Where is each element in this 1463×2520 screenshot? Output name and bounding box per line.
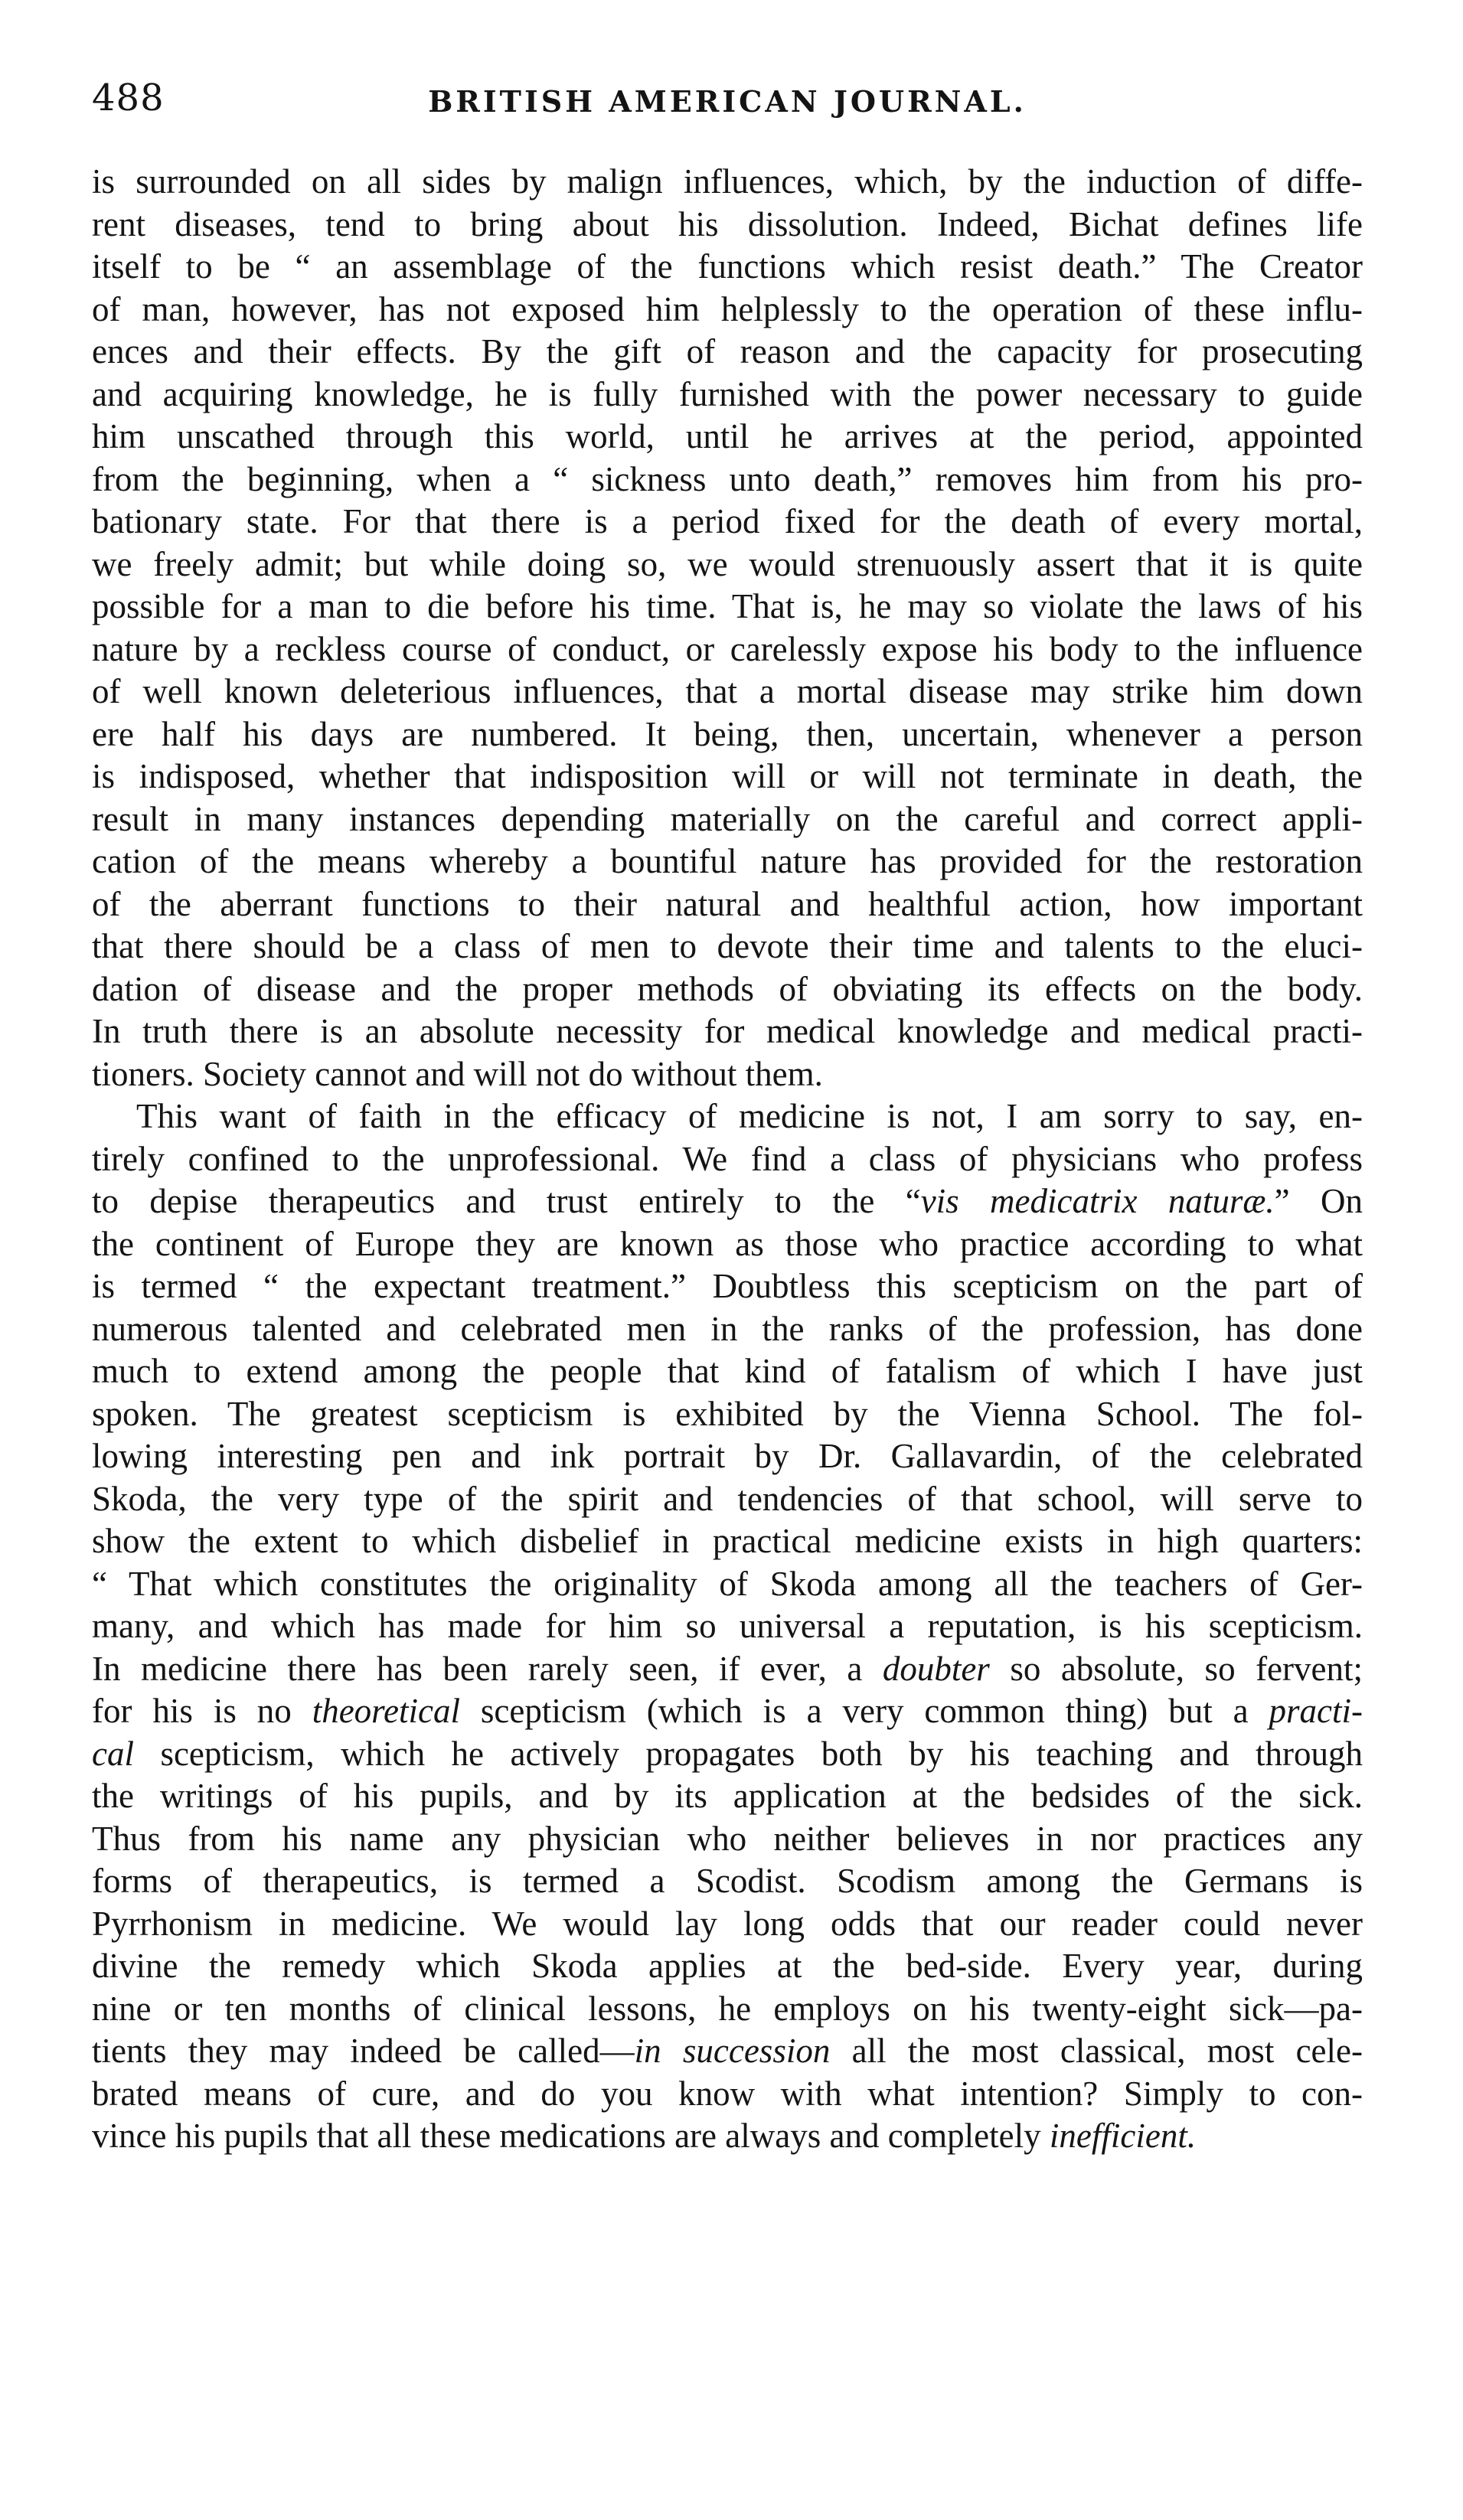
text-line: is indisposed, whether that indisposition will or will not terminate in death, the [92, 757, 1363, 795]
text-line: This want of faith in the efficacy of medicine is not, I am sorry to say, en- [136, 1097, 1363, 1135]
text-line: the writings of his pupils, and by its application at the bedsides of the sick. [92, 1777, 1363, 1815]
text-line: of the aberrant functions to their natural and healthful action, how important [92, 884, 1363, 923]
text-line: tioners. Society cannot and will not do without them. [92, 1054, 823, 1093]
text-line: ere half his days are numbered. It being, then, uncertain, whenever a person [92, 714, 1363, 753]
text-line: that there should be a class of men to devote their time and talents to the eluci- [92, 927, 1363, 965]
text-line: In medicine there has been rarely seen, if ever, a doubter so absolute, so fervent; [92, 1649, 1363, 1688]
text-line: vince his pupils that all these medications are always and completely inefficient. [92, 2117, 1197, 2155]
text-line: In truth there is an absolute necessity for medical knowledge and medical practi- [92, 1012, 1363, 1050]
page-header [92, 77, 1363, 138]
text-line: for his is no theoretical scepticism (which is a very common thing) but a practi- [92, 1692, 1363, 1730]
text-line: possible for a man to die before his time. That is, he may so violate the laws of his [92, 587, 1363, 625]
page-number: 488 [92, 77, 165, 119]
emphasis: in succession [634, 2032, 831, 2070]
text-line: is termed “ the expectant treatment.” Doubtless this scepticism on the part of [92, 1267, 1363, 1305]
emphasis: inefficient. [1049, 2117, 1197, 2155]
text-line: cation of the means whereby a bountiful nature has provided for the restoration [92, 842, 1363, 880]
text-line: we freely admit; but while doing so, we would strenuously assert that it is quite [92, 544, 1363, 583]
emphasis: cal [92, 1734, 134, 1773]
running-title: BRITISH AMERICAN JOURNAL. [428, 84, 1027, 119]
text-line: Pyrrhonism in medicine. We would lay long odds that our reader could never [92, 1904, 1363, 1943]
text-line: Thus from his name any physician who neither believes in nor practices any [92, 1819, 1363, 1858]
text-line: lowing interesting pen and ink portrait by Dr. Gallavardin, of the celebrated [92, 1437, 1363, 1475]
text-line: ences and their effects. By the gift of reason and the capacity for prosecuting [92, 332, 1363, 370]
text-line: to depise therapeutics and trust entirely to the “vis medicatrix naturæ.” On [92, 1182, 1363, 1220]
paragraph-1 [92, 161, 1363, 1095]
text-line: him unscathed through this world, until he arrives at the period, appointed [92, 417, 1363, 455]
text-line: from the beginning, when a “ sickness unto death,” removes him from his pro- [92, 459, 1363, 498]
text-line: “ That which constitutes the originality of Skoda among all the teachers of Ger- [92, 1564, 1363, 1603]
text-line: brated means of cure, and do you know with what intention? Simply to con- [92, 2074, 1363, 2113]
emphasis: practi- [1269, 1692, 1363, 1730]
text-line: divine the remedy which Skoda applies at the bed-side. Every year, during [92, 1947, 1363, 1985]
text-line: and acquiring knowledge, he is fully furnished with the power necessary to guide [92, 374, 1363, 413]
text-line: Skoda, the very type of the spirit and tendencies of that school, will serve to [92, 1479, 1363, 1518]
text-line: cal scepticism, which he actively propagates both by his teaching and through [92, 1734, 1363, 1773]
text-line: forms of therapeutics, is termed a Scodist. Scodism among the Germans is [92, 1862, 1363, 1900]
text-line: itself to be “ an assemblage of the functions which resist death.” The Creator [92, 247, 1363, 286]
text-line: rent diseases, tend to bring about his dissolution. Indeed, Bichat defines life [92, 204, 1363, 243]
article-body [92, 161, 1363, 2158]
text-line: bationary state. For that there is a period fixed for the death of every mortal, [92, 502, 1363, 540]
text-line: spoken. The greatest scepticism is exhibited by the Vienna School. The fol- [92, 1394, 1363, 1433]
text-line: dation of disease and the proper methods of obviating its effects on the body. [92, 969, 1363, 1008]
text-line: of man, however, has not exposed him helplessly to the operation of these influ- [92, 289, 1363, 328]
text-line: much to extend among the people that kind of fatalism of which I have just [92, 1352, 1363, 1390]
text-line: is surrounded on all sides by malign influences, which, by the induction of diffe- [92, 162, 1363, 201]
text-line: nine or ten months of clinical lessons, he employs on his twenty-eight sick—pa- [92, 1989, 1363, 2028]
text-line: tients they may indeed be called—in succession all the most classical, most cele- [92, 2032, 1363, 2070]
text-line: tirely confined to the unprofessional. We find a class of physicians who profess [92, 1139, 1363, 1178]
emphasis: theoretical [312, 1692, 460, 1730]
text-line: many, and which has made for him so universal a reputation, is his scepticism. [92, 1607, 1363, 1645]
emphasis: doubter [882, 1649, 990, 1688]
text-line: of well known deleterious influences, that a mortal disease may strike him down [92, 672, 1363, 710]
text-line: numerous talented and celebrated men in the ranks of the profession, has done [92, 1309, 1363, 1348]
latin-phrase: vis medicatrix naturæ. [920, 1182, 1275, 1220]
paragraph-2 [92, 1095, 1363, 2158]
text-line: nature by a reckless course of conduct, or carelessly expose his body to the influence [92, 629, 1363, 668]
text-line: the continent of Europe they are known as those who practice according to what [92, 1224, 1363, 1263]
text-line: show the extent to which disbelief in practical medicine exists in high quarters: [92, 1522, 1363, 1560]
text-line: result in many instances depending materially on the careful and correct appli- [92, 799, 1363, 838]
